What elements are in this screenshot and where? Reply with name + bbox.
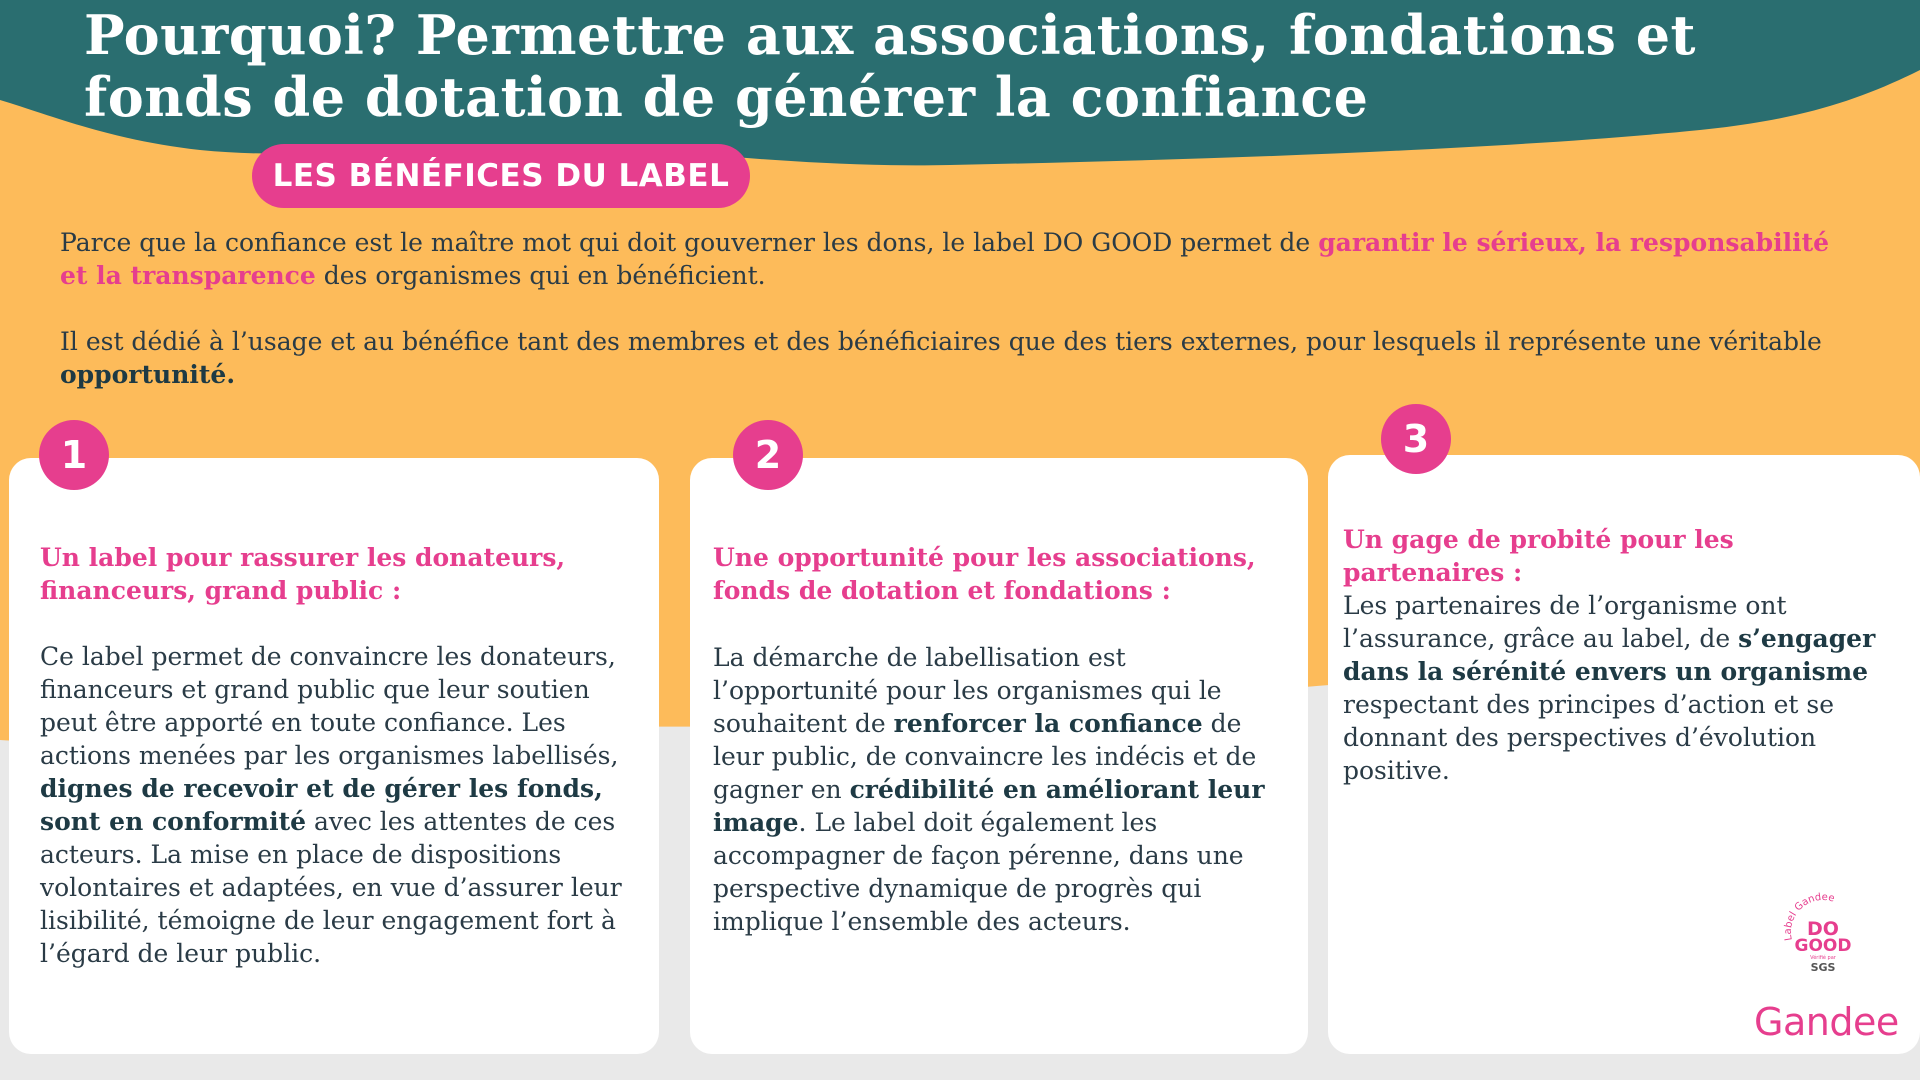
intro-paragraph-1 <box>60 226 1850 292</box>
card-body-3 <box>1343 589 1908 787</box>
seal-do: DO <box>1807 918 1839 940</box>
card-1-text-a: Ce label permet de convaincre les donateurs, financeurs et grand public que leur soutien peut être apporté en toute confiance. Les actions menées par les organismes labellisés, <box>40 642 619 770</box>
card-number-3: 3 <box>1381 404 1451 474</box>
card-2-emphasis-2: crédibilité en améliorant leur image <box>713 775 1265 837</box>
intro-emphasis: opportunité. <box>60 360 236 389</box>
card-3-emphasis: s’engager dans la sérénité envers un organisme <box>1343 624 1876 686</box>
seal-sgs: SGS <box>1810 961 1836 974</box>
card-1-emphasis: dignes de recevoir et de gérer les fonds, sont en conformité <box>40 774 603 836</box>
intro-highlight: garantir le sérieux, la responsabilité et la transparence <box>60 228 1830 290</box>
card-body-1 <box>40 640 640 970</box>
card-3-text-a: Les partenaires de l’organisme ont l’assurance, grâce au label, de <box>1343 591 1787 653</box>
card-3-text-b: respectant des principes d’action et se donnant des perspectives d’évolution positive. <box>1343 690 1835 785</box>
intro-text-1b: des organismes qui en bénéficient. <box>315 261 766 290</box>
card-2-text-b: de leur public, de convaincre les indécis et de gagner en <box>713 709 1257 804</box>
seal-good: GOOD <box>1794 936 1852 956</box>
page-title: Pourquoi? Permettre aux associations, fondations et fonds de dotation de générer la confiance <box>84 3 1696 129</box>
card-title-3: Un gage de probité pour les partenaires : <box>1343 525 1734 587</box>
card-body-2 <box>713 641 1293 938</box>
gandee-logo: Gandee <box>1754 1000 1899 1044</box>
intro-text <box>60 226 1850 391</box>
do-good-seal-logo <box>1778 888 1868 978</box>
card-1-text-b: avec les attentes de ces acteurs. La mise en place de dispositions volontaires et adaptées, en vue d’assurer leur lisibilité, témoigne de leur engagement fort à l’égard de leur public. <box>40 807 622 968</box>
card-number-1: 1 <box>39 420 109 490</box>
section-pill: LES BÉNÉFICES DU LABEL <box>252 144 750 208</box>
intro-text-2a: Il est dédié à l’usage et au bénéfice tant des membres et des bénéficiaires que des tiers externes, pour lesquels il représente une véritable <box>60 327 1822 356</box>
card-title-2: Une opportunité pour les associations, fonds de dotation et fondations : <box>713 543 1256 605</box>
card-number-2: 2 <box>733 420 803 490</box>
card-title-1: Un label pour rassurer les donateurs, financeurs, grand public : <box>40 543 566 605</box>
intro-paragraph-2 <box>60 325 1850 391</box>
seal-verified: Vérifié par <box>1810 955 1836 961</box>
card-2-text-a: La démarche de labellisation est l’opportunité pour les organismes qui le souhaitent de <box>713 643 1222 738</box>
seal-top-text: Label Gandee <box>1782 891 1836 942</box>
intro-text-1a: Parce que la confiance est le maître mot qui doit gouverner les dons, le label DO GOOD permet de <box>60 228 1319 257</box>
card-2-emphasis-1: renforcer la confiance <box>893 709 1203 738</box>
card-2-text-c: . Le label doit également les accompagner de façon pérenne, dans une perspective dynamique de progrès qui implique l’ensemble des acteurs. <box>713 808 1244 936</box>
